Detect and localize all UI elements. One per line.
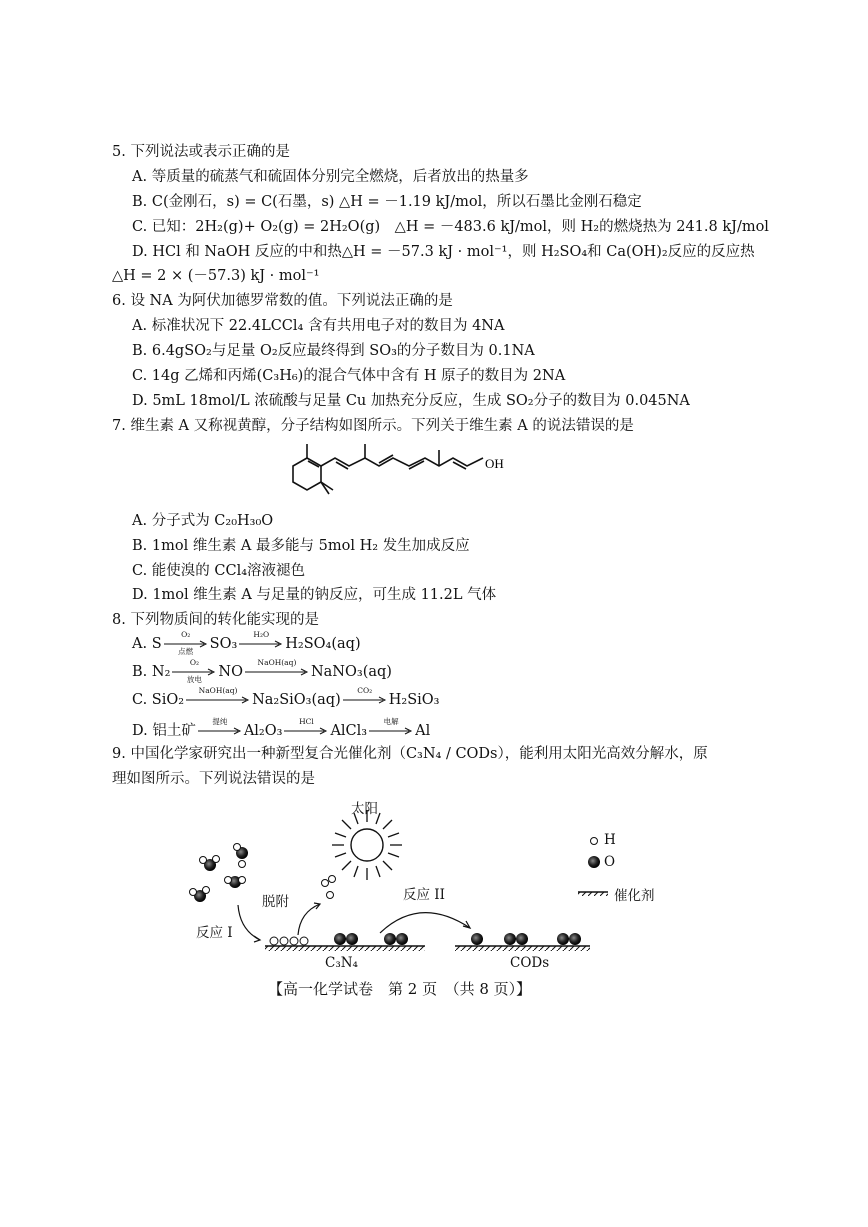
c3n4-label: C₃N₄ <box>325 955 358 971</box>
q7-option-d: D. 1mol 维生素 A 与足量的钠反应，可生成 11.2L 气体 <box>132 587 497 603</box>
substance: H₂SO₄(aq) <box>285 636 361 652</box>
option-label: D. <box>132 723 148 739</box>
water-molecule <box>190 887 210 903</box>
cods-label: CODs <box>510 955 550 971</box>
reaction-arrow: NaOH(aq) <box>186 693 250 707</box>
q8-option-b <box>132 658 392 684</box>
q6-stem: 6. 设 NA 为阿伏加德罗常数的值。下列说法正确的是 <box>112 293 453 309</box>
q8-option-c <box>132 686 440 708</box>
option-label: A. <box>132 636 148 652</box>
reaction-arrow: HCl <box>284 724 328 738</box>
water-molecule <box>234 844 249 868</box>
substance: SiO₂ <box>151 692 185 708</box>
sun-icon <box>332 810 402 880</box>
reaction-i-arrow <box>238 905 260 940</box>
substance: Na₂SiO₃(aq) <box>252 692 341 708</box>
reaction-i-label: 反应 I <box>196 925 233 941</box>
legend-h-label: H <box>604 832 616 848</box>
q8-stem: 8. 下列物质间的转化能实现的是 <box>112 612 319 628</box>
q5-stem: 5. 下列说法或表示正确的是 <box>112 144 290 160</box>
hydrogen-molecule <box>322 876 336 899</box>
legend-catalyst-label: 催化剂 <box>614 888 655 904</box>
q5-option-d-cont: △H = 2 × (－57.3) kJ · mol⁻¹ <box>112 268 320 284</box>
substance: SO₃ <box>209 636 238 652</box>
vitamin-a-structure <box>285 440 515 502</box>
q5-option-b: B. C(金刚石，s) = C(石墨，s) △H = －1.19 kJ/mol，所以石墨比金刚石稳定 <box>132 194 642 210</box>
q8-option-d <box>132 719 430 740</box>
q5-option-d: D. HCl 和 NaOH 反应的中和热△H = －57.3 kJ · mol⁻¹，则 H₂SO₄和 Ca(OH)₂反应的反应热 <box>132 244 755 260</box>
q9-stem-cont: 理如图所示。下列说法错误的是 <box>112 771 315 787</box>
q6-option-d: D. 5mL 18mol/L 浓硫酸与足量 Cu 加热充分反应，生成 SO₂分子的数目为 0.045NA <box>132 393 690 409</box>
option-label: B. <box>132 664 148 680</box>
substance: 铝土矿 <box>152 723 196 739</box>
q8-option-a <box>132 630 361 656</box>
reaction-arrow: NaOH(aq) <box>245 665 309 679</box>
substance: Al₂O₃ <box>243 723 283 739</box>
legend-o-label: O <box>604 854 616 870</box>
q7-option-c: C. 能使溴的 CCl₄溶液褪色 <box>132 563 306 579</box>
q7-option-b: B. 1mol 维生素 A 最多能与 5mol H₂ 发生加成反应 <box>132 538 470 554</box>
substance: N₂ <box>151 664 171 680</box>
q5-option-c: C. 已知：2H₂(g)+ O₂(g) = 2H₂O(g) △H = －483.6 kJ/mol，则 H₂的燃烧热为 241.8 kJ/mol <box>132 219 769 235</box>
legend-o-icon <box>588 856 600 868</box>
hydroxyl-label: OH <box>485 456 504 471</box>
sun-label: 太阳 <box>351 801 378 817</box>
page-footer: 【高一化学试卷 第 2 页 （共 8 页）】 <box>268 980 532 998</box>
reaction-arrow: H₂O <box>239 637 283 651</box>
q7-stem: 7. 维生素 A 又称视黄醇，分子结构如图所示。下列关于维生素 A 的说法错误的是 <box>112 418 634 434</box>
substance: NO <box>218 664 243 680</box>
reaction-arrow: 提纯 <box>198 724 242 738</box>
reaction-ii-label: 反应 II <box>403 887 445 903</box>
reaction-arrow: CO₂ <box>343 693 387 707</box>
water-molecule <box>200 856 220 872</box>
option-label: C. <box>132 692 148 708</box>
substance: AlCl₃ <box>330 723 368 739</box>
reaction-arrow: O₂ 放电 <box>172 665 216 679</box>
q5-option-a: A. 等质量的硫蒸气和硫固体分别完全燃烧，后者放出的热量多 <box>132 169 529 185</box>
legend-h-icon <box>591 838 598 845</box>
desorb-label: 脱附 <box>262 894 289 910</box>
q6-option-b: B. 6.4gSO₂与足量 O₂反应最终得到 SO₃的分子数目为 0.1NA <box>132 343 535 359</box>
q7-option-a: A. 分子式为 C₂₀H₃₀O <box>132 513 274 529</box>
substance: S <box>151 636 162 652</box>
q6-option-c: C. 14g 乙烯和丙烯(C₃H₆)的混合气体中含有 H 原子的数目为 2NA <box>132 368 566 384</box>
substance: NaNO₃(aq) <box>310 664 392 680</box>
reaction-arrow: O₂ 点燃 <box>164 637 208 651</box>
substance: Al <box>415 723 431 739</box>
reaction-arrow: 电解 <box>369 724 413 738</box>
reaction-ii-arrow <box>380 913 470 933</box>
q6-option-a: A. 标准状况下 22.4LCCl₄ 含有共用电子对的数目为 4NA <box>132 318 505 334</box>
q9-stem: 9. 中国化学家研究出一种新型复合光催化剂（C₃N₄ / CODs），能利用太阳光高效分解水，原 <box>112 746 708 762</box>
water-molecule <box>225 876 246 888</box>
substance: H₂SiO₃ <box>388 692 440 708</box>
